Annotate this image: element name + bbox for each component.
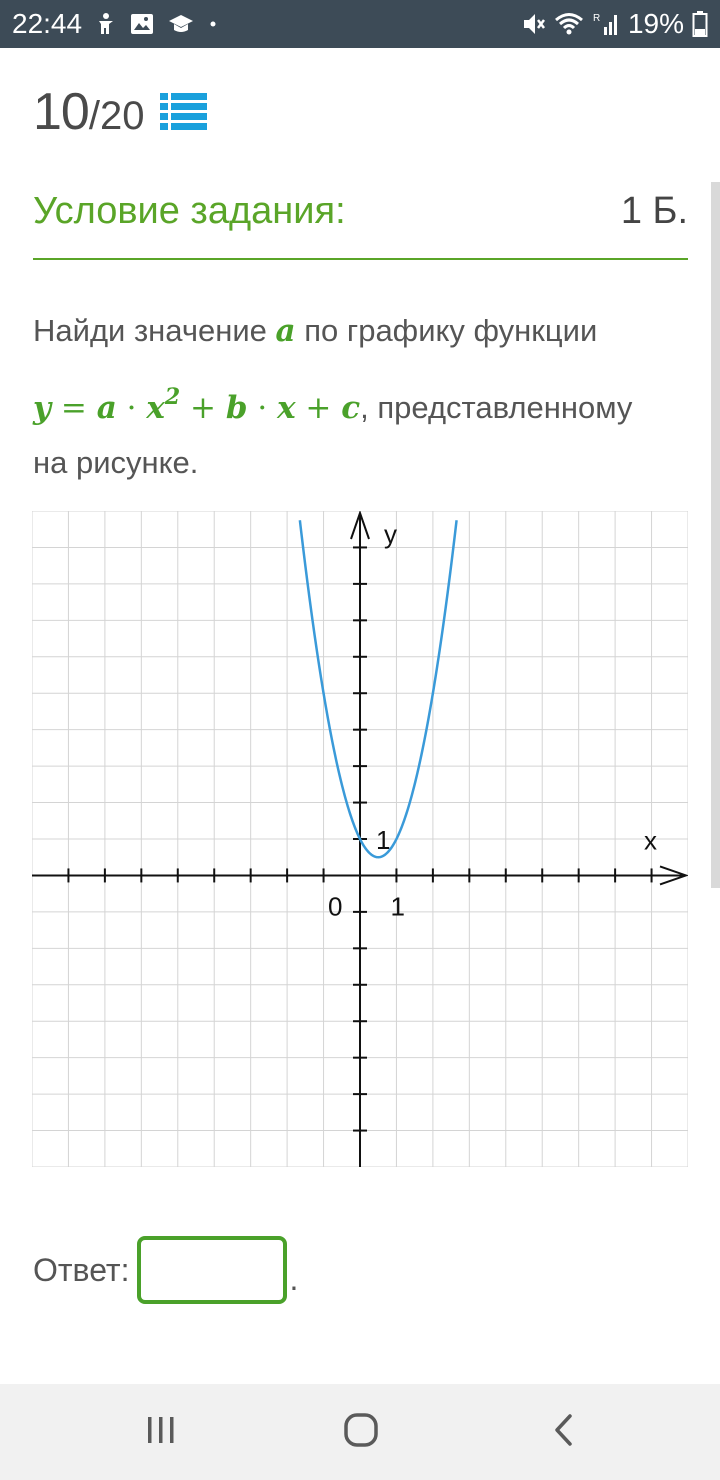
task-text-part3: , представленному xyxy=(360,390,633,425)
image-icon xyxy=(130,13,154,35)
recent-apps-button[interactable] xyxy=(129,1402,193,1462)
answer-label: Ответ: xyxy=(33,1251,130,1288)
status-bar xyxy=(0,0,720,48)
mute-icon xyxy=(520,11,546,37)
answer-input[interactable] xyxy=(137,1236,287,1304)
graph-labels xyxy=(328,519,657,921)
school-icon xyxy=(168,13,194,35)
task-var-a: a xyxy=(275,313,296,349)
back-icon xyxy=(550,1412,578,1453)
task-header-divider xyxy=(33,258,688,260)
formula-y: y xyxy=(33,390,52,426)
answer-row xyxy=(33,1236,298,1304)
home-icon xyxy=(343,1412,379,1453)
navigation-bar xyxy=(0,1384,720,1480)
formula-dot-2: · xyxy=(247,390,278,426)
status-icons-left xyxy=(96,12,218,36)
recent-apps-icon xyxy=(145,1414,177,1451)
task-line-3 xyxy=(33,441,693,485)
formula-b: b xyxy=(225,390,248,426)
battery-percent: 19% xyxy=(627,8,684,39)
status-icons-right xyxy=(520,8,708,40)
list-icon[interactable] xyxy=(160,91,208,133)
formula-plus-1: + xyxy=(180,390,226,426)
formula-dot-1: · xyxy=(116,390,147,426)
progress-indicator xyxy=(33,82,208,142)
answer-suffix: . xyxy=(289,1260,299,1297)
formula-x: x xyxy=(146,390,165,426)
x-axis-label: x xyxy=(644,825,657,856)
y-unit-label: 1 xyxy=(376,825,391,855)
progress-total: /20 xyxy=(88,93,145,138)
task-text xyxy=(33,298,693,485)
formula-plus-2: + xyxy=(295,390,342,426)
y-axis-label: y xyxy=(384,519,397,549)
scrollbar-thumb[interactable] xyxy=(711,182,720,888)
task-text-part4: на рисунке. xyxy=(33,445,199,480)
task-line-1 xyxy=(33,298,693,364)
function-graph xyxy=(32,511,688,1167)
formula-exponent: 2 xyxy=(164,384,181,410)
wifi-icon xyxy=(554,11,584,37)
task-header xyxy=(33,190,688,233)
progress-current: 10 xyxy=(33,83,89,141)
formula-c: c xyxy=(341,390,361,426)
formula-x-2: x xyxy=(277,390,296,426)
task-text-part2: по графику функции xyxy=(295,313,598,348)
accessibility-icon xyxy=(96,12,116,36)
x-unit-label: 1 xyxy=(390,891,405,922)
svg-text:R: R xyxy=(592,13,601,24)
formula-eq: = xyxy=(51,390,97,426)
origin-label: 0 xyxy=(328,891,343,922)
formula-a: a xyxy=(96,390,117,426)
graph-axes xyxy=(32,513,686,1167)
battery-icon xyxy=(692,10,708,38)
task-line-2 xyxy=(33,364,693,441)
task-text-part1: Найди значение xyxy=(33,313,276,348)
status-time: 22:44 xyxy=(12,8,83,39)
signal-icon xyxy=(592,11,620,37)
task-points: 1 Б. xyxy=(620,190,688,232)
dot-icon xyxy=(208,19,218,29)
task-header-title: Условие задания: xyxy=(33,190,346,232)
back-button[interactable] xyxy=(532,1402,596,1462)
home-button[interactable] xyxy=(329,1402,393,1462)
